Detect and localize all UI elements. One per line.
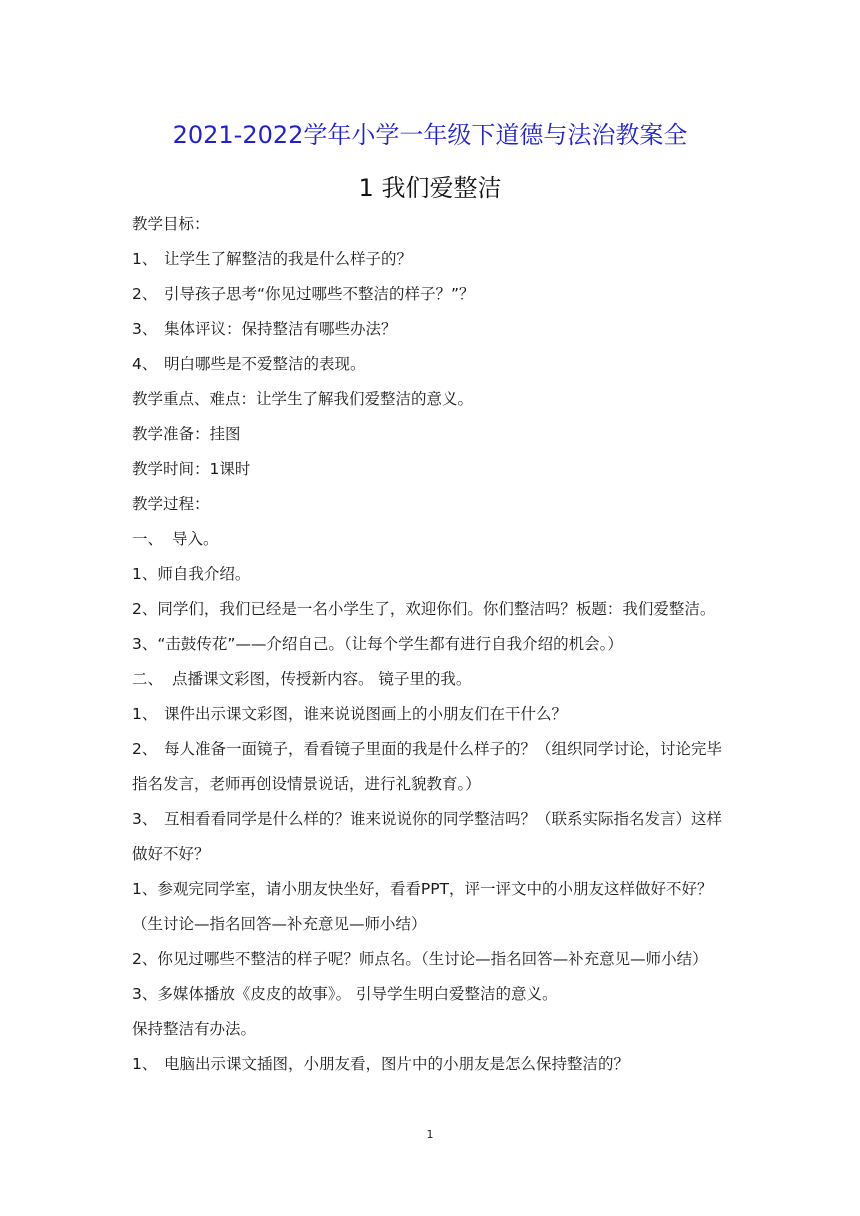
objective-item: [132, 347, 732, 382]
preparation: 教学准备：挂图: [132, 425, 241, 443]
list-item: [132, 732, 732, 802]
lesson-title: 1 我们爱整洁: [358, 174, 502, 202]
list-item: 3、多媒体播放《皮皮的故事》。 引导学生明白爱整洁的意义。: [132, 985, 558, 1003]
objective-text: 集体评议：保持整洁有哪些办法？: [164, 320, 397, 338]
section-text: 导入。: [172, 530, 219, 548]
item-number: 3、: [132, 810, 158, 828]
list-item: [132, 1047, 732, 1082]
section-number: 二、: [132, 670, 164, 688]
section-number: 一、: [132, 530, 164, 548]
section-heading: [132, 522, 732, 557]
item-number: 2、: [132, 740, 158, 758]
list-item: [132, 802, 732, 872]
list-item: 2、同学们，我们已经是一名小学生了，欢迎你们。你们整洁吗？板题：我们爱整洁。: [132, 600, 716, 618]
item-text: 电脑出示课文插图，小朋友看，图片中的小朋友是怎么保持整洁的？: [164, 1055, 630, 1073]
objective-number: 2、: [132, 285, 158, 303]
document-body: [132, 207, 732, 1082]
key-points: 教学重点、难点：让学生了解我们爱整洁的意义。: [132, 390, 474, 408]
objective-text: 明白哪些是不爱整洁的表现。: [164, 355, 366, 373]
objectives-heading: 教学目标：: [132, 215, 210, 233]
item-text: 互相看看同学是什么样的？谁来说说你的同学整洁吗？（联系实际指名发言）这样做好不好？: [132, 810, 723, 863]
list-item: 1、师自我介绍。: [132, 565, 251, 583]
item-number: 1、: [132, 705, 158, 723]
objective-number: 4、: [132, 355, 158, 373]
objective-number: 1、: [132, 250, 158, 268]
item-number: 1、: [132, 1055, 158, 1073]
objective-item: [132, 312, 732, 347]
process-heading: 教学过程：: [132, 495, 210, 513]
lesson-time: 教学时间：1课时: [132, 460, 251, 478]
objective-text: 引导孩子思考“你见过哪些不整洁的样子？”？: [164, 285, 475, 303]
list-item: 3、“击鼓传花”——介绍自己。（让每个学生都有进行自我介绍的机会。）: [132, 635, 623, 653]
objective-text: 让学生了解整洁的我是什么样子的？: [164, 250, 413, 268]
list-item: 2、你见过哪些不整洁的样子呢？师点名。（生讨论—指名回答—补充意见—师小结）: [132, 950, 708, 968]
section-text: 点播课文彩图，传授新内容。 镜子里的我。: [172, 670, 472, 688]
document-title: 2021-2022学年小学一年级下道德与法治教案全: [172, 121, 688, 149]
objective-number: 3、: [132, 320, 158, 338]
objective-item: [132, 242, 732, 277]
keep-clean-heading: 保持整洁有办法。: [132, 1020, 257, 1038]
objective-item: [132, 277, 732, 312]
item-text: 课件出示课文彩图，谁来说说图画上的小朋友们在干什么？: [164, 705, 568, 723]
list-item: 1、参观完同学室，请小朋友快坐好，看看PPT，评一评文中的小朋友这样做好不好？（生讨论—指名回答—补充意见—师小结）: [132, 880, 713, 933]
section-heading: [132, 662, 732, 697]
item-text: 每人准备一面镜子，看看镜子里面的我是什么样子的？（组织同学讨论，讨论完毕指名发言，老师再创设情景说话，进行礼貌教育。）: [132, 740, 723, 793]
list-item: [132, 697, 732, 732]
page-number: 1: [426, 1128, 434, 1141]
